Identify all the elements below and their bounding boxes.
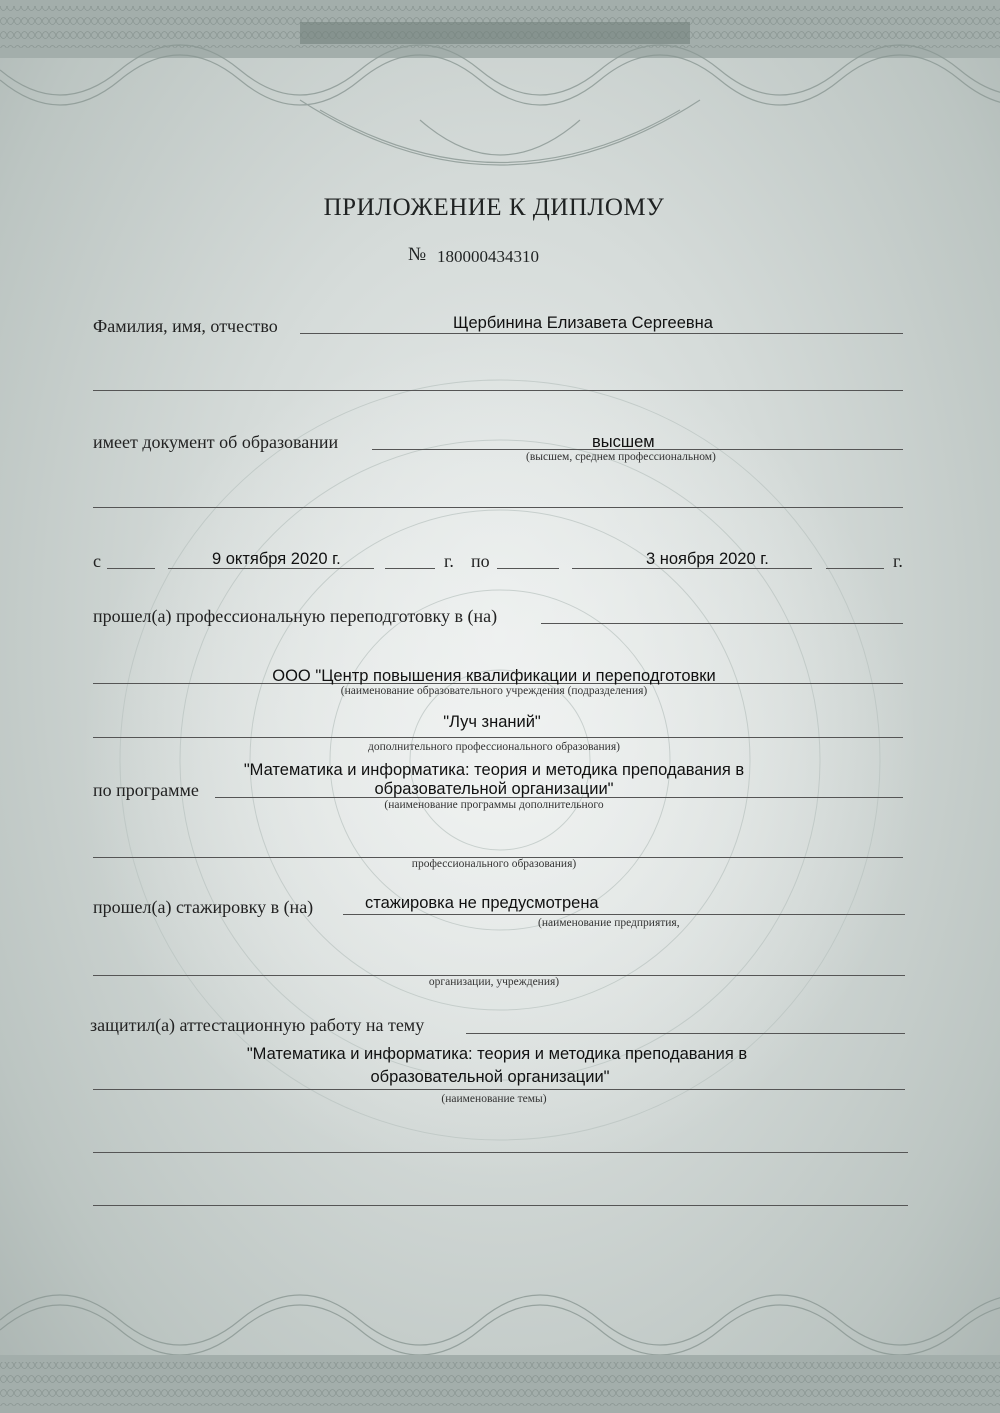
thesis-line-2: образовательной организации" xyxy=(370,1068,610,1086)
fio-line xyxy=(300,333,903,334)
org-line xyxy=(93,737,903,738)
org-line-2: "Луч знаний" xyxy=(443,713,541,731)
org-line-1: ООО "Центр повышения квалификации и переподготовки xyxy=(272,667,716,685)
program-line-2: образовательной организации" xyxy=(374,780,614,798)
program-hint-1: (наименование программы дополнительного xyxy=(384,799,604,811)
blank-line xyxy=(93,1152,908,1153)
year-suffix: г. xyxy=(444,551,454,571)
internship-hint-1: (наименование предприятия, xyxy=(538,917,680,929)
period-line xyxy=(826,568,884,569)
program-line-1: "Математика и информатика: теория и методика преподавания в xyxy=(243,761,745,779)
retraining-label: прошел(а) профессиональную переподготовку в (на) xyxy=(93,606,498,626)
period-to-value: 3 ноября 2020 г. xyxy=(646,550,769,568)
fio-value: Щербинина Елизавета Сергеевна xyxy=(453,314,713,332)
thesis-line xyxy=(466,1033,905,1034)
internship-label: прошел(а) стажировку в (на) xyxy=(93,897,314,917)
org-hint-2: дополнительного профессионального образования) xyxy=(368,741,620,753)
thesis-line-1: "Математика и информатика: теория и методика преподавания в xyxy=(246,1045,748,1063)
diploma-number: 180000434310 xyxy=(437,247,539,266)
internship-value: стажировка не предусмотрена xyxy=(365,894,599,912)
period-from-label: с xyxy=(93,551,101,571)
blank-line xyxy=(93,507,903,508)
blank-line xyxy=(93,390,903,391)
retraining-line xyxy=(541,623,903,624)
program-hint-2: профессионального образования) xyxy=(411,858,577,870)
year-suffix: г. xyxy=(893,551,903,571)
period-line xyxy=(497,568,559,569)
thesis-line xyxy=(93,1089,905,1090)
education-hint: (высшем, среднем профессиональном) xyxy=(526,451,716,463)
period-line xyxy=(107,568,155,569)
document-title: ПРИЛОЖЕНИЕ К ДИПЛОМУ xyxy=(323,194,665,221)
org-hint-1: (наименование образовательного учреждения (подразделения) xyxy=(340,685,648,697)
internship-line xyxy=(343,914,905,915)
program-label: по программе xyxy=(93,780,199,800)
thesis-label: защитил(а) аттестационную работу на тему xyxy=(90,1015,425,1035)
blank-line xyxy=(93,1205,908,1206)
thesis-hint: (наименование темы) xyxy=(441,1093,547,1105)
fio-label: Фамилия, имя, отчество xyxy=(93,316,278,336)
number-sign: № xyxy=(408,244,427,265)
education-label: имеет документ об образовании xyxy=(93,432,339,452)
period-line xyxy=(385,568,435,569)
period-from-value: 9 октября 2020 г. xyxy=(212,550,341,568)
period-to-label: по xyxy=(471,551,490,571)
education-value: высшем xyxy=(592,433,655,451)
internship-hint-2: организации, учреждения) xyxy=(428,976,560,988)
